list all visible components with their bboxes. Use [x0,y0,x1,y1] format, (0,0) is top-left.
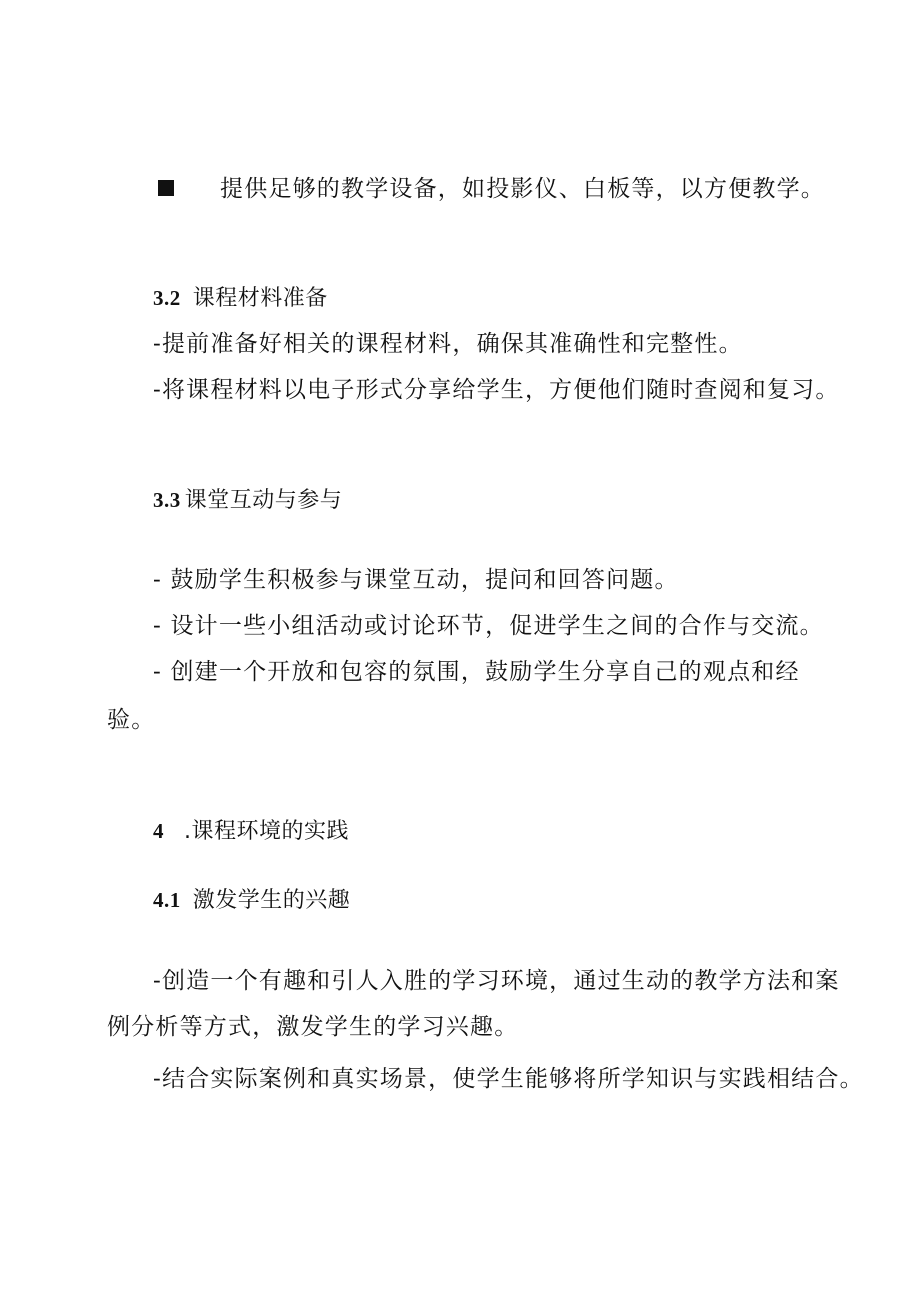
square-bullet-icon [158,180,174,196]
list-item: - 创建一个开放和包容的氛围，鼓励学生分享自己的观点和经 [153,659,800,685]
section-number: 3.3 [153,488,181,512]
list-item-continuation: 验。 [107,707,156,733]
section-heading-3-2 [153,283,328,314]
list-item: -创造一个有趣和引人入胜的学习环境，通过生动的教学方法和案 [153,968,840,994]
list-item: -结合实际案例和真实场景，使学生能够将所学知识与实践相结合。 [153,1066,864,1092]
list-item: - 设计一些小组活动或讨论环节，促进学生之间的合作与交流。 [153,613,824,639]
list-item-continuation: 例分析等方式，激发学生的学习兴趣。 [107,1014,519,1040]
list-item: -将课程材料以电子形式分享给学生，方便他们随时查阅和复习。 [153,377,840,403]
section-title: .课程环境的实践 [184,819,349,844]
section-number: 4.1 [153,888,181,912]
section-title: 激发学生的兴趣 [192,888,351,913]
list-item: -提前准备好相关的课程材料，确保其准确性和完整性。 [153,331,743,357]
section-title: 课程材料准备 [192,286,328,311]
section-number: 4 [153,819,164,843]
bullet-item-text: 提供足够的教学设备，如投影仪、白板等，以方便教学。 [220,176,825,202]
section-title: 课堂互动与参与 [184,488,343,513]
section-number: 3.2 [153,286,181,310]
list-item: - 鼓励学生积极参与课堂互动，提问和回答问题。 [153,567,679,593]
section-heading-4 [153,816,349,847]
section-heading-3-3 [153,485,342,516]
section-heading-4-1 [153,885,350,916]
